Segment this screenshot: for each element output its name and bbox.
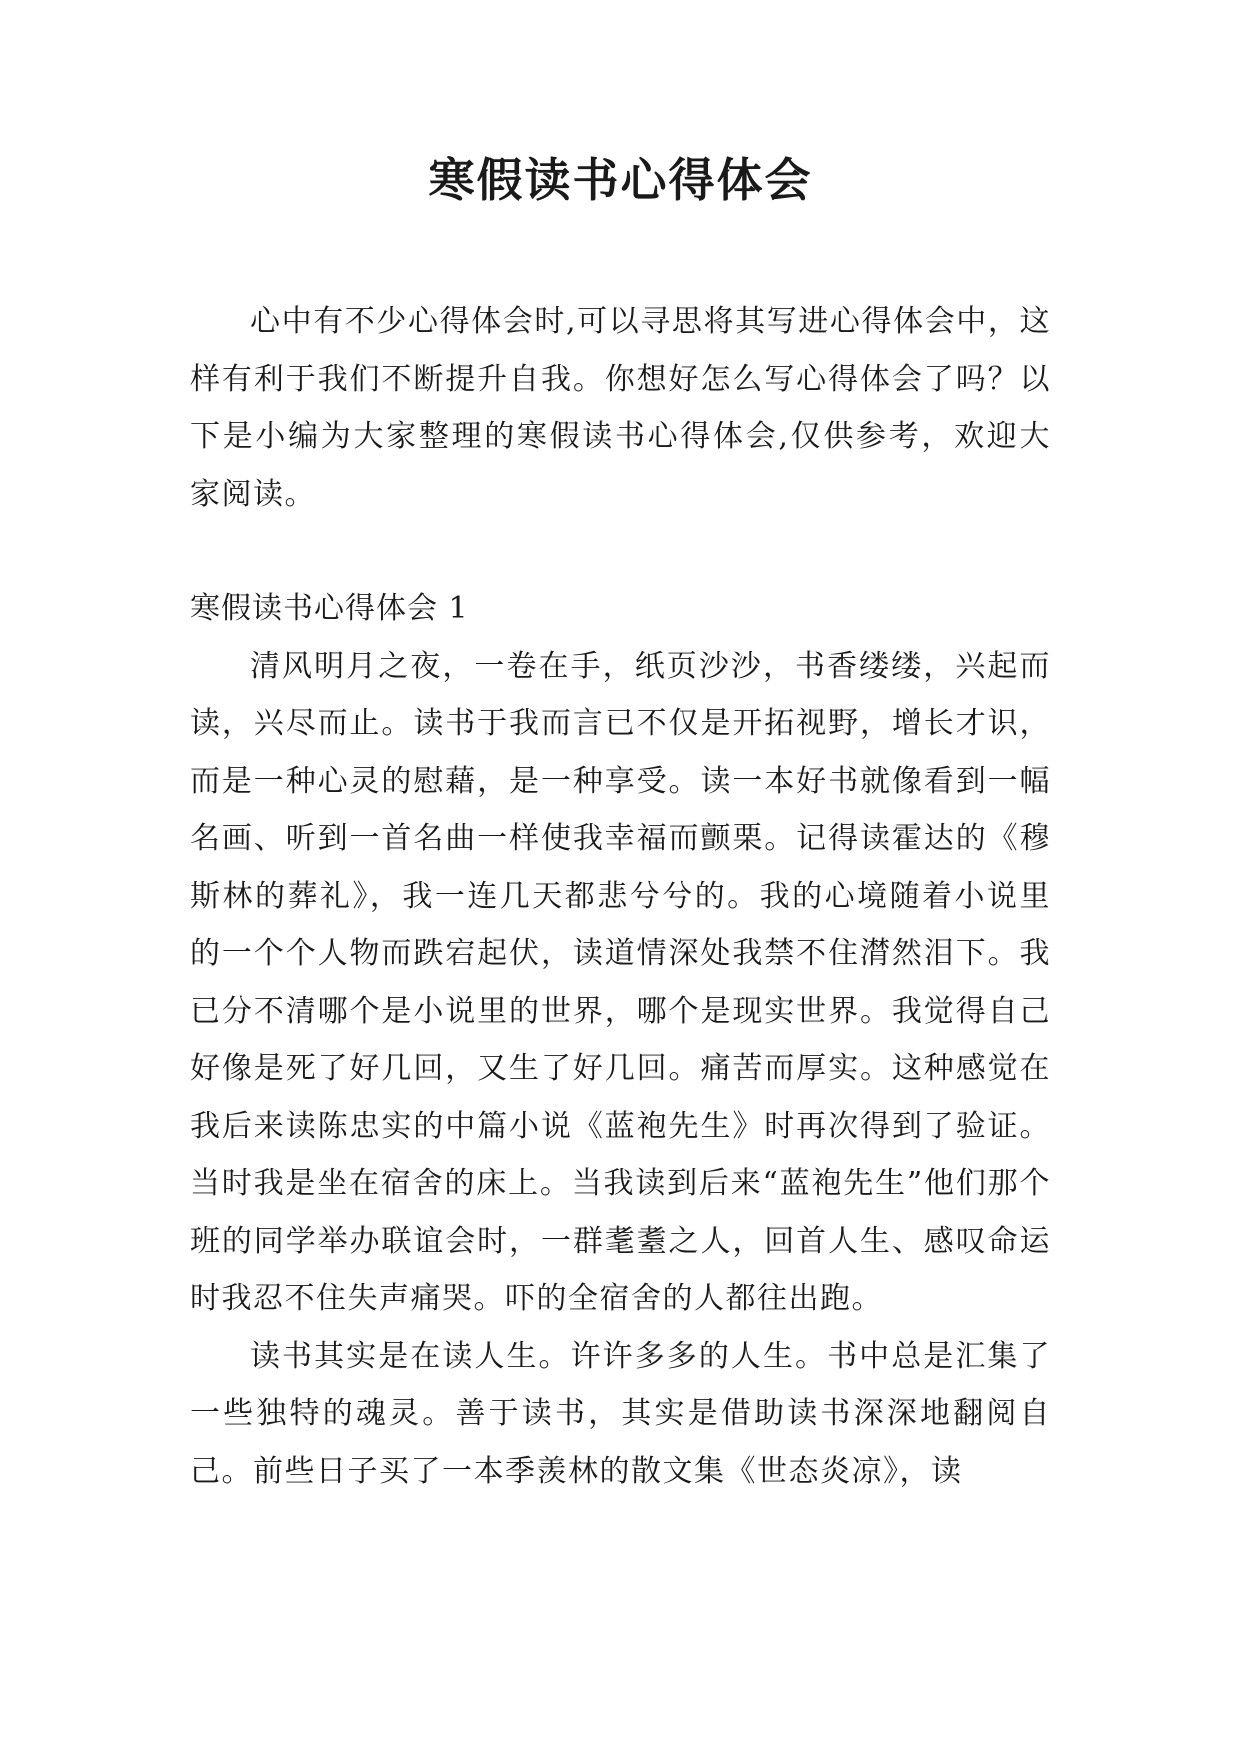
section-heading: 寒假读书心得体会 1 bbox=[190, 591, 469, 626]
section-1 bbox=[190, 580, 1051, 1500]
body-paragraph-1: 清风明月之夜，一卷在手，纸页沙沙，书香缕缕，兴起而读，兴尽而止。读书于我而言已不仅是开拓视野，增长才识，而是一种心灵的慰藉，是一种享受。读一本好书就像看到一幅名画、听到一首名曲一样使我幸福而颤栗。记得读霍达的《穆斯林的葬礼》，我一连几天都悲兮兮的。我的心境随着小说里的一个个人物而跌宕起伏，读道情深处我禁不住潸然泪下。我已分不清哪个是小说里的世界，哪个是现实世界。我觉得自己好像是死了好几回，又生了好几回。痛苦而厚实。这种感觉在我后来读陈忠实的中篇小说《蓝袍先生》时再次得到了验证。当时我是坐在宿舍的床上。当我读到后来“蓝袍先生”他们那个班的同学举办联谊会时，一群耄耋之人，回首人生、感叹命运时我忍不住失声痛哭。吓的全宿舍的人都往出跑。 bbox=[190, 648, 1051, 1316]
body-paragraph-2: 读书其实是在读人生。许许多多的人生。书中总是汇集了一些独特的魂灵。善于读书，其实是借助读书深深地翻阅自己。前些日子买了一本季羡林的散文集《世态炎凉》，读 bbox=[190, 1338, 1051, 1489]
document-title: 寒假读书心得体会 bbox=[428, 153, 813, 207]
document-body bbox=[190, 293, 1051, 1500]
intro-paragraph: 心中有不少心得体会时,可以寻思将其写进心得体会中，这样有利于我们不断提升自我。你想好怎么写心得体会了吗？以下是小编为大家整理的寒假读书心得体会,仅供参考，欢迎大家阅读。 bbox=[190, 304, 1051, 512]
